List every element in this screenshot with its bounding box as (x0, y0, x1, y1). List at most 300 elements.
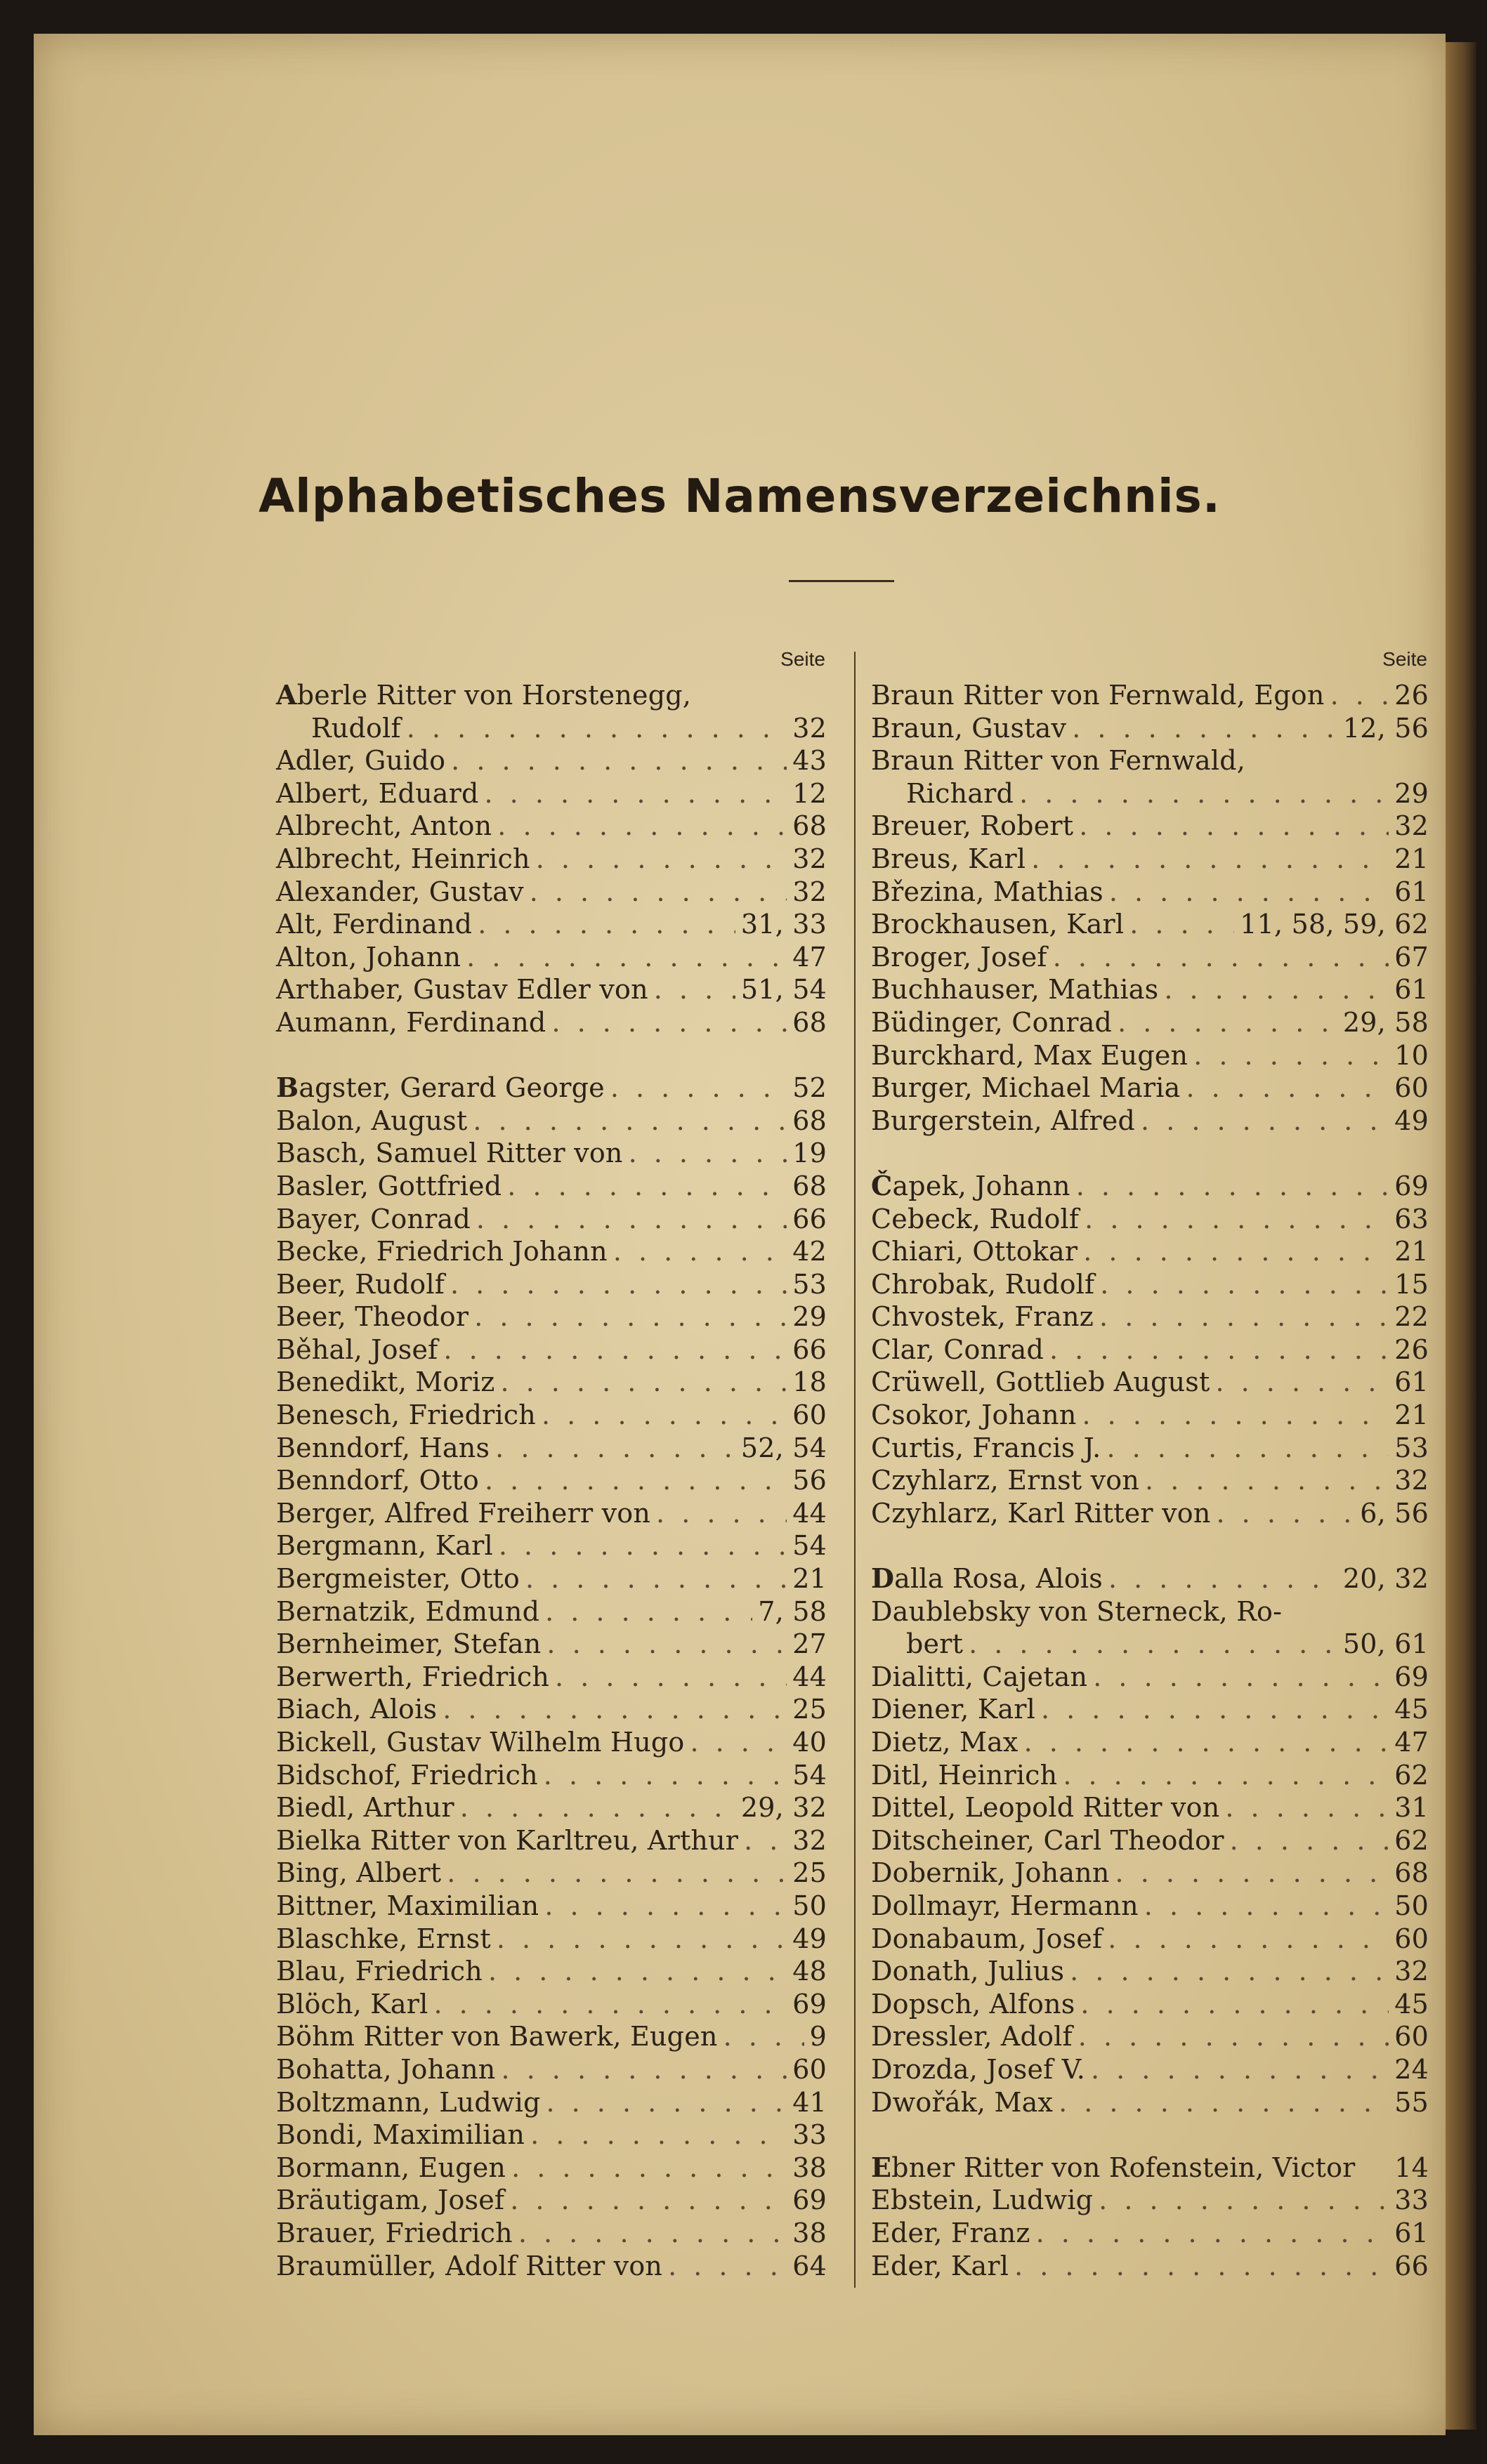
entry-name: Albrecht, Heinrich (276, 843, 530, 874)
index-entry (871, 1988, 1433, 2021)
entry-page-number: 26 (1394, 680, 1429, 711)
index-entry (276, 1333, 831, 1366)
entry-name: Broger, Josef (871, 941, 1047, 973)
entry-name: Rudolf (311, 712, 401, 744)
index-entry (276, 1399, 831, 1432)
entry-page-number: 69 (1394, 1170, 1429, 1201)
entry-page-number: 6, 56 (1360, 1497, 1429, 1529)
entry-name: Braumüller, Adolf Ritter von (276, 2250, 663, 2281)
entry-name: Blaschke, Ernst (276, 1923, 491, 1954)
entry-name: Albrecht, Anton (276, 810, 492, 842)
entry-name: Eder, Karl (871, 2250, 1009, 2281)
entry-page-number: 52 (792, 1072, 827, 1104)
leader-dots (1093, 1661, 1389, 1694)
leader-dots (723, 2020, 804, 2053)
index-entry (276, 1791, 831, 1824)
leader-dots (654, 973, 735, 1006)
entry-name: Bayer, Conrad (276, 1203, 471, 1234)
entry-name: Brockhausen, Karl (871, 909, 1125, 940)
entry-page-number: 61 (1394, 974, 1429, 1006)
entry-name: Chvostek, Franz (871, 1301, 1094, 1333)
leader-dots (668, 2250, 787, 2283)
index-entry (871, 941, 1433, 974)
leader-dots (1053, 941, 1389, 974)
entry-page-number: 62 (1394, 1824, 1429, 1856)
leader-dots (544, 1890, 787, 1923)
index-entry (871, 1693, 1433, 1726)
leader-dots (501, 2053, 787, 2086)
entry-name: Bielka Ritter von Karltreu, Arthur (276, 1824, 739, 1856)
entry-page-number: 69 (1394, 1661, 1429, 1692)
index-entry (871, 1824, 1433, 1857)
entry-page-number: 27 (792, 1628, 827, 1660)
entry-page-number: 61 (1394, 1366, 1429, 1398)
entry-name: Blöch, Karl (276, 1988, 428, 2020)
entry-name: Dopsch, Alfons (871, 1988, 1075, 2020)
leader-dots (1070, 1955, 1389, 1988)
index-entry (276, 1824, 831, 1857)
leader-dots (969, 1628, 1337, 1661)
entry-page-number: 41 (792, 2086, 827, 2118)
entry-page-number: 56 (792, 1465, 827, 1496)
entry-name: Dwořák, Max (871, 2086, 1054, 2118)
entry-page-number: 68 (792, 1170, 827, 1201)
entry-name: Běhal, Josef (276, 1333, 438, 1365)
entry-name: Dietz, Max (871, 1727, 1018, 1758)
entry-page-number: 32 (1394, 810, 1429, 842)
index-entry (276, 1235, 831, 1268)
entry-name: Alton, Johann (276, 941, 461, 973)
index-entry (871, 2086, 1433, 2119)
entry-page-number: 61 (1394, 876, 1429, 907)
entry-page-number: 29 (1394, 777, 1429, 809)
leader-dots (433, 1988, 787, 2021)
entry-page-number: 22 (1394, 1301, 1429, 1333)
book-edge (1446, 42, 1476, 2430)
index-entry (276, 1072, 831, 1105)
section-gap (871, 1137, 1433, 1170)
index-entry (276, 876, 831, 909)
index-entry (276, 1497, 831, 1530)
entry-name: Arthaber, Gustav Edler von (276, 974, 648, 1006)
index-entry (276, 1300, 831, 1333)
index-entry (871, 2020, 1433, 2053)
index-entry (276, 1366, 831, 1399)
index-entry (276, 679, 831, 712)
index-entry (871, 2250, 1433, 2283)
entry-page-number: 15 (1394, 1268, 1429, 1300)
index-entry (276, 1726, 831, 1759)
leader-dots (1144, 1890, 1389, 1923)
left-column (276, 648, 831, 2282)
entry-name: Albert, Eduard (276, 777, 479, 809)
leader-dots (744, 1824, 787, 1857)
left-entry-list (276, 679, 831, 2282)
index-entry (276, 1955, 831, 1988)
leader-dots (1193, 1039, 1389, 1072)
leader-dots (1072, 712, 1337, 745)
entry-page-number: 10 (1394, 1039, 1429, 1071)
entry-page-number: 31 (1394, 1792, 1429, 1824)
leader-dots (1141, 1105, 1389, 1138)
index-entry (871, 1628, 1433, 1661)
entry-name: Ditl, Heinrich (871, 1759, 1058, 1791)
entry-page-number: 29, 58 (1342, 1006, 1429, 1038)
leader-dots (510, 2184, 787, 2217)
entry-page-number: 66 (792, 1333, 827, 1365)
entry-page-number: 14 (1394, 2152, 1429, 2183)
entry-page-number: 47 (792, 941, 827, 973)
entry-page-number: 21 (792, 1563, 827, 1595)
entry-page-number: 38 (792, 2152, 827, 2183)
leader-dots (1019, 777, 1389, 810)
entry-name: Chrobak, Rudolf (871, 1268, 1095, 1300)
entry-page-number: 32 (1394, 1956, 1429, 1987)
entry-name: Ditscheiner, Carl Theodor (871, 1824, 1224, 1856)
index-entry (276, 1890, 831, 1923)
leader-dots (1080, 1988, 1389, 2021)
leader-dots (495, 1432, 735, 1465)
index-entry (276, 1595, 831, 1628)
index-entry (871, 1432, 1433, 1465)
entry-name: Berger, Alfred Freiherr von (276, 1497, 651, 1529)
entry-page-number: 68 (792, 1006, 827, 1038)
entry-page-number: 48 (792, 1956, 827, 1987)
leader-dots (1085, 1203, 1389, 1236)
entry-page-number: 53 (792, 1268, 827, 1300)
leader-dots (1082, 1399, 1389, 1432)
entry-page-number: 33 (792, 2119, 827, 2151)
leader-dots (1100, 1268, 1389, 1301)
entry-name: Alexander, Gustav (276, 876, 524, 907)
leader-dots (1215, 1366, 1389, 1399)
entry-page-number: 21 (1394, 843, 1429, 874)
index-entry (871, 843, 1433, 876)
index-entry (276, 1759, 831, 1792)
index-entry (871, 712, 1433, 745)
index-entry (276, 777, 831, 810)
entry-name: Braun Ritter von Fernwald, Egon (871, 680, 1325, 711)
index-entry (871, 2217, 1433, 2250)
leader-dots (530, 2119, 787, 2152)
index-entry (276, 2217, 831, 2250)
entry-page-number: 44 (792, 1497, 827, 1529)
entry-name: Dobernik, Johann (871, 1857, 1110, 1889)
entry-name: Bondi, Maximilian (276, 2119, 525, 2151)
index-entry (276, 1137, 831, 1170)
entry-name: Bergmeister, Otto (276, 1563, 520, 1595)
leader-dots (1083, 1235, 1389, 1268)
entry-name: Bräutigam, Josef (276, 2185, 505, 2216)
leader-dots (485, 1464, 787, 1497)
index-entry (276, 1857, 831, 1890)
entry-page-number: 54 (792, 1530, 827, 1562)
leader-dots (1024, 1726, 1389, 1759)
index-entry (871, 1791, 1433, 1824)
entry-page-number: 66 (1394, 2250, 1429, 2281)
index-entry (871, 1890, 1433, 1923)
entry-page-number: 32 (792, 876, 827, 907)
leader-dots (1129, 908, 1234, 941)
entry-name: Brauer, Friedrich (276, 2217, 513, 2248)
index-entry (276, 1105, 831, 1138)
leader-dots (656, 1497, 787, 1530)
leader-dots (447, 1857, 787, 1890)
entry-name: Chiari, Ottokar (871, 1236, 1078, 1267)
title-rule (789, 580, 894, 582)
entry-name: Czyhlarz, Ernst von (871, 1465, 1140, 1496)
leader-dots (525, 1562, 787, 1595)
leader-dots (1145, 1464, 1389, 1497)
entry-name: Benndorf, Otto (276, 1465, 479, 1496)
entry-name: Benndorf, Hans (276, 1432, 490, 1463)
entry-name: Dollmayr, Hermann (871, 1890, 1139, 1921)
entry-name: Donabaum, Josef (871, 1923, 1103, 1954)
entry-page-number: 69 (792, 2185, 827, 2216)
entry-page-number: 47 (1394, 1727, 1429, 1758)
entry-name: Boltzmann, Ludwig (276, 2086, 541, 2118)
entry-name: Bernheimer, Stefan (276, 1628, 542, 1660)
entry-name: Dalla Rosa, Alois (871, 1562, 1103, 1595)
entry-name: Bernatzik, Edmund (276, 1595, 540, 1627)
entry-page-number: 67 (1394, 941, 1429, 973)
index-entry (871, 1300, 1433, 1333)
entry-name: Bormann, Eugen (276, 2152, 506, 2183)
index-entry (871, 908, 1433, 941)
entry-name: Richard (906, 777, 1014, 809)
index-entry (871, 1333, 1433, 1366)
entry-page-number: 19 (792, 1138, 827, 1169)
entry-name: Aumann, Ferdinand (276, 1006, 546, 1038)
leader-dots (511, 2152, 787, 2185)
entry-name: Diener, Karl (871, 1694, 1035, 1725)
entry-name: Clar, Conrad (871, 1333, 1044, 1365)
index-entry (871, 1464, 1433, 1497)
index-entry (871, 1399, 1433, 1432)
leader-dots (1041, 1693, 1389, 1726)
entry-page-number: 32 (792, 1824, 827, 1856)
entry-name: Biach, Alois (276, 1694, 438, 1725)
section-gap (871, 2119, 1433, 2152)
entry-name: Eder, Franz (871, 2217, 1030, 2248)
entry-name: Donath, Julius (871, 1956, 1065, 1987)
entry-page-number: 60 (792, 1399, 827, 1431)
index-entry (276, 2053, 831, 2086)
leader-dots (1118, 1006, 1337, 1039)
section-gap (871, 1529, 1433, 1562)
leader-dots (518, 2217, 787, 2250)
index-entry (871, 1170, 1433, 1203)
entry-name: Cebeck, Rudolf (871, 1203, 1080, 1234)
right-entry-list (871, 679, 1433, 2282)
entry-name: Beer, Rudolf (276, 1268, 445, 1300)
entry-name: Březina, Mathias (871, 876, 1103, 907)
leader-dots (536, 843, 787, 876)
leader-dots (555, 1661, 787, 1694)
entry-page-number: 68 (1394, 1857, 1429, 1889)
entry-name: Adler, Guido (276, 745, 446, 777)
entry-name: Balon, August (276, 1105, 468, 1136)
entry-page-number: 60 (792, 2053, 827, 2085)
index-entry (871, 1595, 1433, 1628)
index-entry (276, 1923, 831, 1956)
index-entry (276, 712, 831, 745)
index-entry (276, 810, 831, 843)
entry-name: Benesch, Friedrich (276, 1399, 536, 1431)
entry-page-number: 53 (1394, 1432, 1429, 1463)
index-entry (276, 2020, 831, 2053)
entry-name: Beer, Theodor (276, 1301, 469, 1333)
entry-name: Ebner Ritter von Rofenstein, Victor (871, 2151, 1356, 2183)
index-entry (871, 1072, 1433, 1105)
leader-dots (476, 1203, 787, 1236)
leader-dots (474, 1300, 787, 1333)
index-entry (276, 1988, 831, 2021)
leader-dots (613, 1235, 787, 1268)
leader-dots (1099, 2184, 1389, 2217)
entry-page-number: 20, 32 (1342, 1563, 1429, 1595)
entry-page-number: 45 (1394, 1988, 1429, 2020)
section-gap (276, 1039, 831, 1072)
leader-dots (488, 1955, 787, 1988)
entry-name: Burger, Michael Maria (871, 1072, 1181, 1104)
entry-page-number: 62 (1394, 1759, 1429, 1791)
leader-dots (1186, 1072, 1389, 1105)
page-title: Alphabetisches Namensverzeichnis. (258, 469, 1221, 523)
index-entry (276, 1693, 831, 1726)
entry-name: Bickell, Gustav Wilhelm Hugo (276, 1727, 685, 1758)
entry-name: Čapek, Johann (871, 1169, 1070, 1201)
index-entry (871, 973, 1433, 1006)
entry-page-number: 68 (792, 810, 827, 842)
entry-page-number: 42 (792, 1236, 827, 1267)
entry-name: Burgerstein, Alfred (871, 1105, 1136, 1136)
entry-page-number: 45 (1394, 1694, 1429, 1725)
leader-dots (1108, 1562, 1337, 1595)
index-entry (871, 1923, 1433, 1956)
leader-dots (530, 876, 787, 909)
entry-page-number: 29 (792, 1301, 827, 1333)
leader-dots (1014, 2250, 1389, 2283)
entry-page-number: 18 (792, 1366, 827, 1398)
index-entry (871, 1497, 1433, 1530)
entry-name: Ebstein, Ludwig (871, 2185, 1094, 2216)
leader-dots (497, 810, 787, 843)
leader-dots (1063, 1759, 1389, 1792)
entry-name: Büdinger, Conrad (871, 1006, 1113, 1038)
index-entry (871, 1268, 1433, 1301)
leader-dots (1031, 843, 1389, 876)
leader-dots (1049, 1333, 1389, 1366)
leader-dots (497, 1923, 787, 1956)
leader-dots (1079, 810, 1389, 843)
entry-name: Alt, Ferdinand (276, 909, 473, 940)
leader-dots (499, 1529, 787, 1562)
entry-name: Czyhlarz, Karl Ritter von (871, 1497, 1211, 1529)
leader-dots (407, 712, 787, 745)
index-entry (871, 1105, 1433, 1138)
leader-dots (500, 1366, 787, 1399)
leader-dots (544, 1759, 787, 1792)
leader-dots (629, 1137, 787, 1170)
index-entry (871, 2152, 1433, 2185)
entry-name: Bagster, Gerard George (276, 1072, 605, 1104)
leader-dots (1109, 876, 1389, 909)
entry-page-number: 51, 54 (740, 974, 827, 1006)
index-entry (871, 1039, 1433, 1072)
entry-name: Breuer, Robert (871, 810, 1074, 842)
entry-page-number: 60 (1394, 1923, 1429, 1954)
entry-page-number: 25 (792, 1694, 827, 1725)
index-entry (871, 777, 1433, 810)
leader-dots (443, 1333, 787, 1366)
leader-dots (1078, 2020, 1389, 2053)
index-entry (871, 876, 1433, 909)
index-entry (276, 2152, 831, 2185)
leader-dots (478, 908, 735, 941)
index-entry (871, 2184, 1433, 2217)
leader-dots (460, 1791, 735, 1824)
entry-name: Dressler, Adolf (871, 2021, 1073, 2053)
index-entry (276, 941, 831, 974)
entry-name: Berwerth, Friedrich (276, 1661, 550, 1692)
entry-name: Basler, Gottfried (276, 1170, 502, 1201)
leader-dots (542, 1399, 787, 1432)
leader-dots (443, 1693, 787, 1726)
leader-dots (1099, 1300, 1389, 1333)
leader-dots (1091, 2053, 1389, 2086)
index-entry (276, 744, 831, 777)
index-entry (276, 2250, 831, 2283)
entry-page-number: 64 (792, 2250, 827, 2281)
index-entry (276, 1628, 831, 1661)
column-header-right: Seite (1382, 648, 1427, 670)
index-entry (276, 2086, 831, 2119)
entry-page-number: 11, 58, 59, 62 (1240, 909, 1429, 940)
index-entry (276, 1464, 831, 1497)
entry-page-number: 49 (792, 1923, 827, 1954)
index-entry (871, 1366, 1433, 1399)
entry-page-number: 21 (1394, 1399, 1429, 1431)
entry-name: Dittel, Leopold Ritter von (871, 1792, 1220, 1824)
index-entry (276, 1661, 831, 1694)
index-entry (276, 1432, 831, 1465)
entry-name: Crüwell, Gottlieb August (871, 1366, 1210, 1398)
leader-dots (1164, 973, 1389, 1006)
leader-dots (1076, 1170, 1389, 1203)
book-page (34, 34, 1446, 2435)
index-entry (871, 1726, 1433, 1759)
leader-dots (1036, 2217, 1389, 2250)
index-entry (871, 1759, 1433, 1792)
entry-page-number: 24 (1394, 2053, 1429, 2085)
entry-page-number: 26 (1394, 1333, 1429, 1365)
entry-name: Burckhard, Max Eugen (871, 1039, 1188, 1071)
leader-dots (485, 777, 787, 810)
leader-dots (546, 1628, 787, 1661)
entry-name: Bidschof, Friedrich (276, 1759, 538, 1791)
entry-page-number: 33 (1394, 2185, 1429, 2216)
entry-name: Braun, Gustav (871, 712, 1067, 744)
index-entry (871, 2053, 1433, 2086)
leader-dots (473, 1105, 787, 1138)
leader-dots (546, 2086, 787, 2119)
leader-dots (507, 1170, 787, 1203)
leader-dots (1217, 1497, 1355, 1530)
entry-page-number: 52, 54 (740, 1432, 827, 1463)
entry-page-number: 69 (792, 1988, 827, 2020)
entry-page-number: 61 (1394, 2217, 1429, 2248)
